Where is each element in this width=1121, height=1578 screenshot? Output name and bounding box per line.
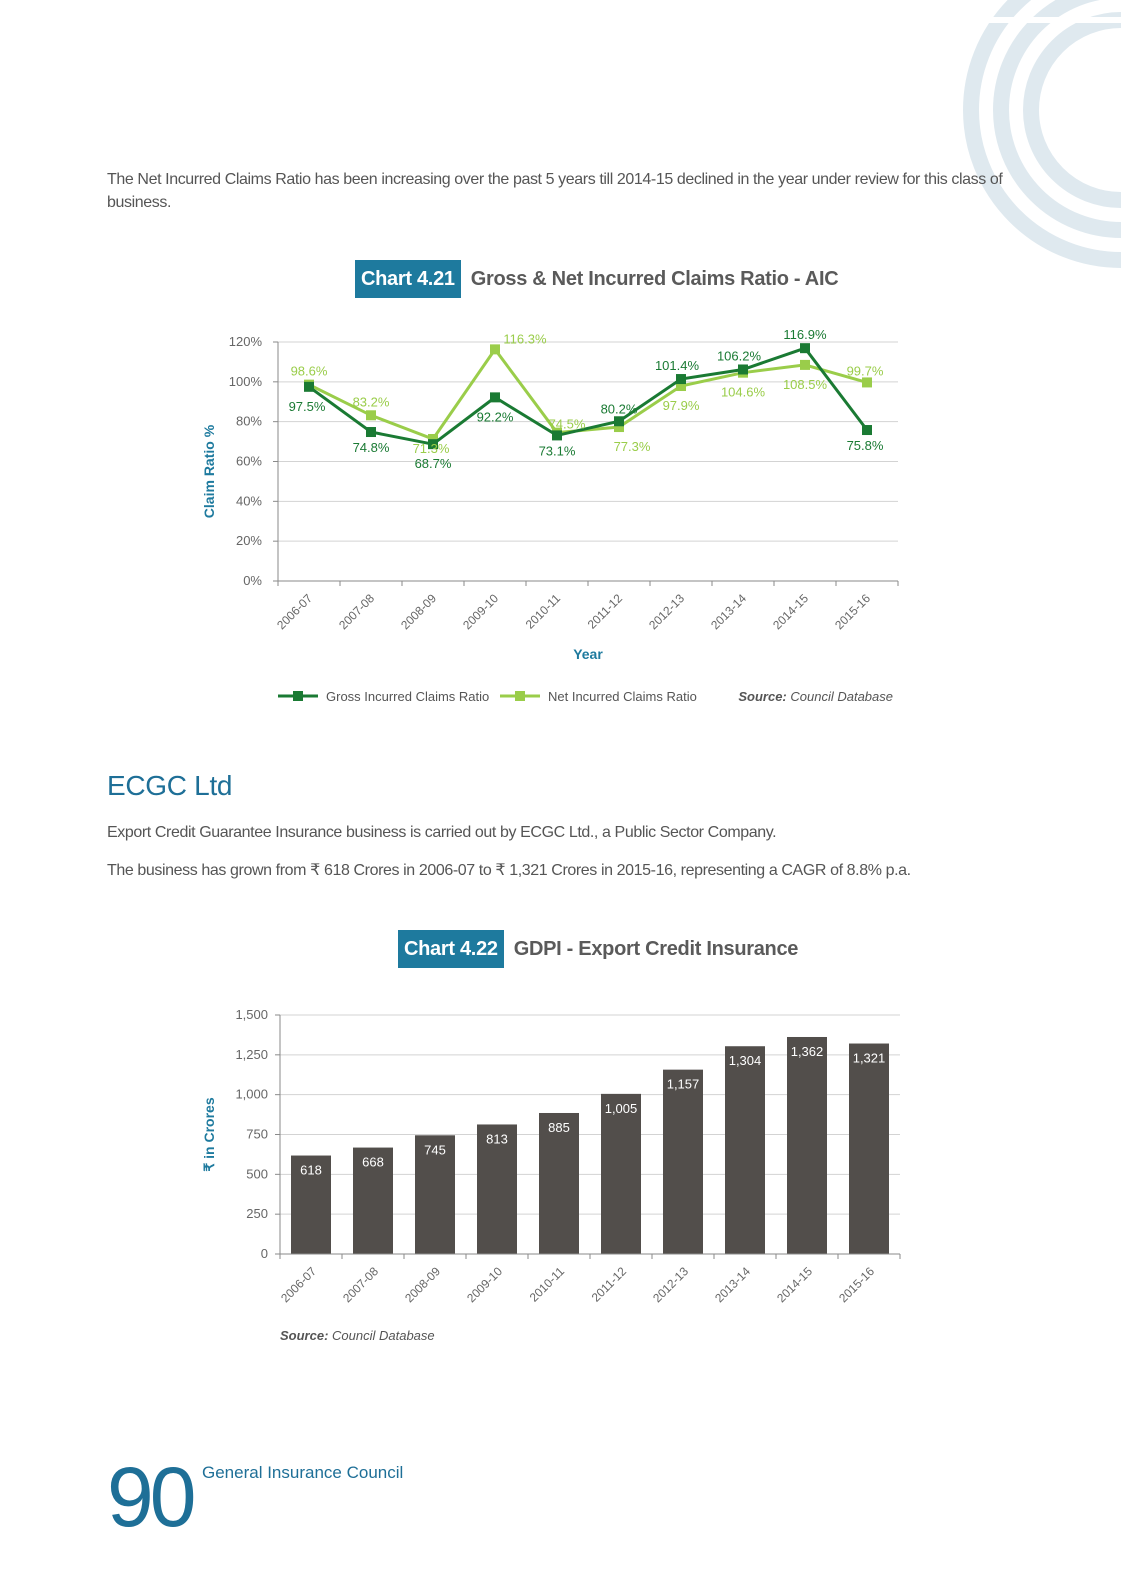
gross-claims-data-label: 74.8% [352, 440, 390, 456]
claims-ratio-line-chart [0, 310, 1121, 720]
chart-4-22-title [398, 930, 808, 968]
gross-claims-point [614, 416, 624, 426]
bar [725, 1046, 765, 1254]
bar-value-label: 668 [362, 1154, 384, 1170]
bar-value-label: 1,005 [604, 1100, 638, 1116]
bar [663, 1070, 703, 1254]
y-tick-label: 60% [235, 453, 262, 469]
bar-value-label: 1,304 [728, 1053, 762, 1069]
x-tick-label: 2010-11 [526, 1264, 568, 1305]
net-claims-data-label: 98.6% [290, 363, 328, 379]
decorative-arcs [901, 0, 1121, 270]
gross-claims-data-label: 106.2% [716, 348, 762, 364]
legend-swatch-marker [293, 691, 303, 701]
x-tick-label: 2006-07 [278, 1264, 320, 1306]
bar-value-label: 1,321 [852, 1050, 886, 1066]
x-tick-label: 2006-07 [274, 591, 316, 633]
source-label: Source: [280, 1328, 329, 1343]
ecgc-paragraph-1: Export Credit Guarantee Insurance business is carried out by ECGC Ltd., a Public Sector Company. [107, 824, 777, 841]
net-claims-point [800, 360, 810, 370]
x-axis-title: Year [573, 646, 603, 662]
bar-value-label: 1,157 [666, 1076, 700, 1092]
bar [849, 1044, 889, 1254]
y-tick-label: 750 [246, 1126, 268, 1142]
x-tick-label: 2007-08 [340, 1264, 382, 1306]
chart-source [280, 1328, 435, 1343]
net-claims-data-label: 104.6% [720, 384, 766, 400]
gross-claims-point [738, 364, 748, 374]
net-claims-point [490, 344, 500, 354]
y-axis-title: Claim Ratio % [201, 424, 217, 519]
net-claims-data-label: 108.5% [782, 376, 828, 392]
y-tick-label: 100% [228, 373, 262, 389]
x-tick-label: 2010-11 [522, 591, 564, 632]
page-number: 90 [107, 1450, 193, 1544]
net-claims-data-label: 99.7% [846, 363, 884, 379]
chart-4-21-title [355, 260, 848, 298]
x-tick-label: 2011-12 [588, 1264, 630, 1305]
gross-claims-series-line [309, 348, 867, 444]
x-tick-label: 2008-09 [402, 1264, 444, 1306]
x-tick-label: 2014-15 [770, 591, 812, 633]
y-tick-label: 0% [243, 573, 262, 588]
gross-claims-point [490, 392, 500, 402]
x-tick-label: 2012-13 [646, 591, 688, 633]
y-tick-label: 250 [246, 1206, 268, 1222]
x-tick-label: 2011-12 [584, 591, 626, 632]
bar [601, 1094, 641, 1254]
net-claims-data-label: 71.3% [412, 440, 450, 456]
source-label: Source: [738, 689, 787, 704]
gross-claims-data-label: 97.5% [288, 398, 326, 414]
x-tick-label: 2015-16 [836, 1264, 878, 1306]
y-tick-label: 1,250 [235, 1046, 268, 1062]
chart-4-21-number: Chart 4.21 [355, 260, 461, 298]
net-claims-data-label: 74.5% [548, 416, 586, 432]
legend-entry: Net Incurred Claims Ratio [548, 689, 697, 704]
x-tick-label: 2007-08 [336, 591, 378, 633]
x-tick-label: 2009-10 [460, 591, 502, 633]
net-claims-point [862, 377, 872, 387]
y-tick-label: 1,500 [235, 1007, 268, 1022]
net-claims-data-label: 97.9% [662, 398, 700, 414]
gross-claims-data-label: 101.4% [654, 358, 700, 374]
gross-claims-data-label: 73.1% [538, 443, 576, 459]
x-tick-label: 2013-14 [708, 591, 750, 633]
gross-claims-point [552, 430, 562, 440]
gross-claims-data-label: 92.2% [476, 409, 514, 425]
chart-4-22-number: Chart 4.22 [398, 930, 504, 968]
gross-claims-data-label: 68.7% [414, 456, 452, 472]
source-value: Council Database [328, 1328, 435, 1343]
net-claims-data-label: 83.2% [352, 394, 390, 410]
gross-claims-data-label: 75.8% [846, 438, 884, 454]
gross-claims-point [366, 427, 376, 437]
net-claims-data-label: 77.3% [613, 439, 651, 455]
x-tick-label: 2012-13 [650, 1264, 692, 1306]
chart-source [738, 689, 893, 704]
chart-4-21-title-text: Gross & Net Incurred Claims Ratio - AIC [470, 267, 839, 290]
section-heading-ecgc: ECGC Ltd [107, 770, 233, 801]
x-tick-label: 2014-15 [774, 1264, 816, 1306]
y-tick-label: 20% [235, 533, 262, 549]
gross-claims-point [304, 382, 314, 392]
net-claims-series-line [309, 349, 867, 439]
gross-claims-data-label: 116.9% [783, 327, 827, 343]
chart-4-22-title-text: GDPI - Export Credit Insurance [513, 937, 799, 960]
gdpi-bar-chart [0, 990, 1121, 1360]
bar-value-label: 813 [486, 1131, 508, 1147]
bar-value-label: 885 [548, 1119, 570, 1135]
x-tick-label: 2013-14 [712, 1264, 754, 1306]
x-tick-label: 2009-10 [464, 1264, 506, 1306]
bar-value-label: 745 [424, 1142, 446, 1158]
net-claims-data-label: 116.3% [503, 331, 547, 347]
bar-value-label: 1,362 [790, 1043, 824, 1059]
bar [787, 1037, 827, 1254]
y-tick-label: 1,000 [235, 1086, 268, 1102]
y-tick-label: 80% [235, 413, 262, 429]
y-tick-label: 40% [235, 493, 262, 509]
gross-claims-point [676, 374, 686, 384]
y-tick-label: 500 [246, 1166, 268, 1182]
footer-label: General Insurance Council [202, 1463, 404, 1482]
bar-value-label: 618 [300, 1162, 322, 1178]
y-tick-label: 120% [228, 334, 262, 349]
y-axis-title: ₹ in Crores [201, 1097, 217, 1172]
legend-entry: Gross Incurred Claims Ratio [326, 689, 490, 704]
gross-claims-point [862, 425, 872, 435]
ecgc-paragraph-2: The business has grown from ₹ 618 Crores in 2006-07 to ₹ 1,321 Crores in 2015-16, representing a CAGR of 8.8% p.a. [107, 862, 911, 879]
y-tick-label: 0 [260, 1246, 268, 1261]
net-claims-point [366, 410, 376, 420]
gross-claims-data-label: 80.2% [600, 401, 638, 417]
x-tick-label: 2015-16 [832, 591, 874, 633]
legend-swatch-marker [515, 691, 525, 701]
source-value: Council Database [786, 689, 893, 704]
intro-paragraph: The Net Incurred Claims Ratio has been increasing over the past 5 years till 2014-15 declined in the year under review for this class of business. [107, 171, 1003, 211]
x-tick-label: 2008-09 [398, 591, 440, 633]
gross-claims-point [800, 343, 810, 353]
